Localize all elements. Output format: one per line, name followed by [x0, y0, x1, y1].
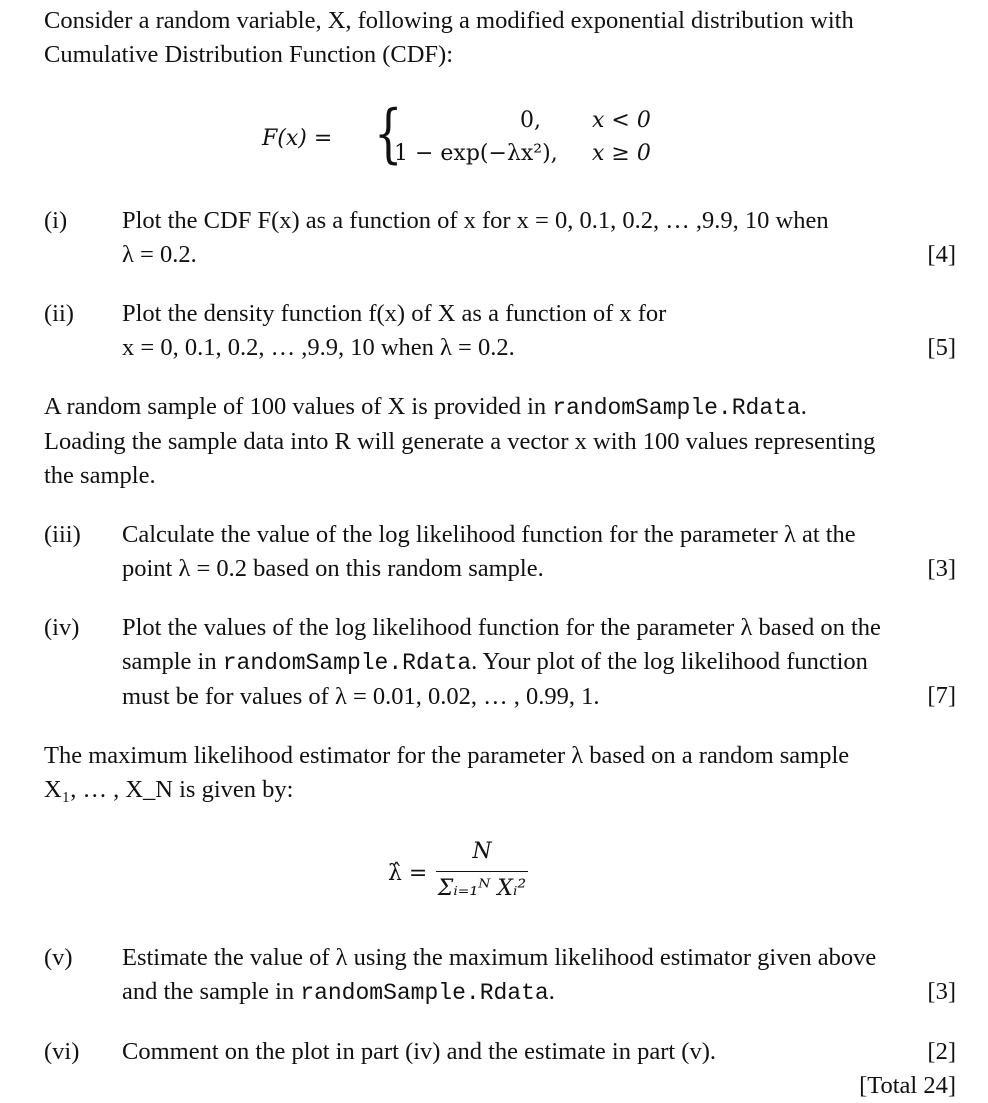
- exam-question: [44, 4, 956, 1103]
- cdf-row2-condition: x ≥ 0: [592, 141, 651, 166]
- cdf-equation: [44, 92, 956, 190]
- part-text-line2: point λ = 0.2 based on this random sample.: [122, 555, 544, 582]
- cdf-row2-value: 1 − exp(−λx²),: [394, 141, 558, 166]
- part-text-line1: Plot the density function f(x) of X as a function of x for: [122, 300, 667, 327]
- part-number: (i): [44, 207, 68, 234]
- part-text-line2: sample in randomSample.Rdata. Your plot of the log likelihood function: [122, 648, 868, 676]
- part-marks: [2]: [927, 1038, 956, 1065]
- part-text-line2: λ = 0.2.: [122, 241, 197, 268]
- part-number: (v): [44, 944, 73, 971]
- part-number: (iv): [44, 614, 80, 641]
- part-text-line1: Plot the CDF F(x) as a function of x for x = 0, 0.1, 0.2, … ,9.9, 10 when: [122, 207, 829, 234]
- part-number: (iii): [44, 521, 81, 548]
- intro-line-1: Consider a random variable, X, following a modified exponential distribution with: [44, 7, 854, 34]
- sample-line-3: the sample.: [44, 462, 156, 489]
- part-marks: [7]: [927, 682, 956, 709]
- mle-formula: [44, 835, 956, 915]
- mle-line-2: X₁, … , X_N is given by:: [44, 776, 294, 803]
- intro-line-2: Cumulative Distribution Function (CDF):: [44, 41, 454, 68]
- cdf-brace: {: [374, 97, 403, 171]
- part-v: [44, 941, 956, 1010]
- part-number: (vi): [44, 1038, 80, 1065]
- part-vi: [44, 1035, 956, 1069]
- part-marks: [3]: [927, 555, 956, 582]
- part-number: (ii): [44, 300, 74, 327]
- part-text-line1: Plot the values of the log likelihood function for the parameter λ based on the: [122, 614, 881, 641]
- cdf-row1-value: 0,: [520, 108, 541, 133]
- sample-paragraph: [44, 390, 956, 493]
- part-i: [44, 204, 956, 272]
- part-text-line1: Comment on the plot in part (iv) and the estimate in part (v).: [122, 1038, 716, 1065]
- part-marks: [4]: [927, 241, 956, 268]
- sample-line-1: A random sample of 100 values of X is provided in randomSample.Rdata.: [44, 393, 807, 421]
- mle-lhs: λ̂ =: [388, 861, 428, 886]
- mle-numerator: N: [472, 839, 492, 864]
- sample-line-2: Loading the sample data into R will generate a vector x with 100 values representing: [44, 428, 876, 455]
- filename-code: randomSample.Rdata: [552, 395, 801, 421]
- mle-line-1: The maximum likelihood estimator for the parameter λ based on a random sample: [44, 742, 850, 769]
- part-marks: [3]: [927, 978, 956, 1005]
- cdf-lhs: F(x) =: [262, 126, 333, 151]
- cdf-row1-condition: x < 0: [592, 108, 651, 133]
- part-iv: [44, 611, 956, 714]
- part-text-line1: Calculate the value of the log likelihood function for the parameter λ at the: [122, 521, 856, 548]
- filename-code: randomSample.Rdata: [300, 980, 549, 1006]
- filename-code: randomSample.Rdata: [222, 650, 472, 676]
- part-iii: [44, 518, 956, 586]
- mle-fraction: [436, 835, 528, 906]
- part-text-line2: x = 0, 0.1, 0.2, … ,9.9, 10 when λ = 0.2.: [122, 334, 515, 361]
- mle-denominator: Σᵢ₌₁ᴺ Xᵢ²: [437, 876, 527, 901]
- part-text-line3: must be for values of λ = 0.01, 0.02, … , 0.99, 1.: [122, 683, 600, 710]
- mle-paragraph: [44, 739, 956, 807]
- total-marks: [Total 24]: [859, 1072, 956, 1099]
- part-text-line1: Estimate the value of λ using the maximum likelihood estimator given above: [122, 944, 877, 971]
- part-text-line2: and the sample in randomSample.Rdata.: [122, 978, 555, 1006]
- part-ii: [44, 297, 956, 365]
- part-marks: [5]: [927, 334, 956, 361]
